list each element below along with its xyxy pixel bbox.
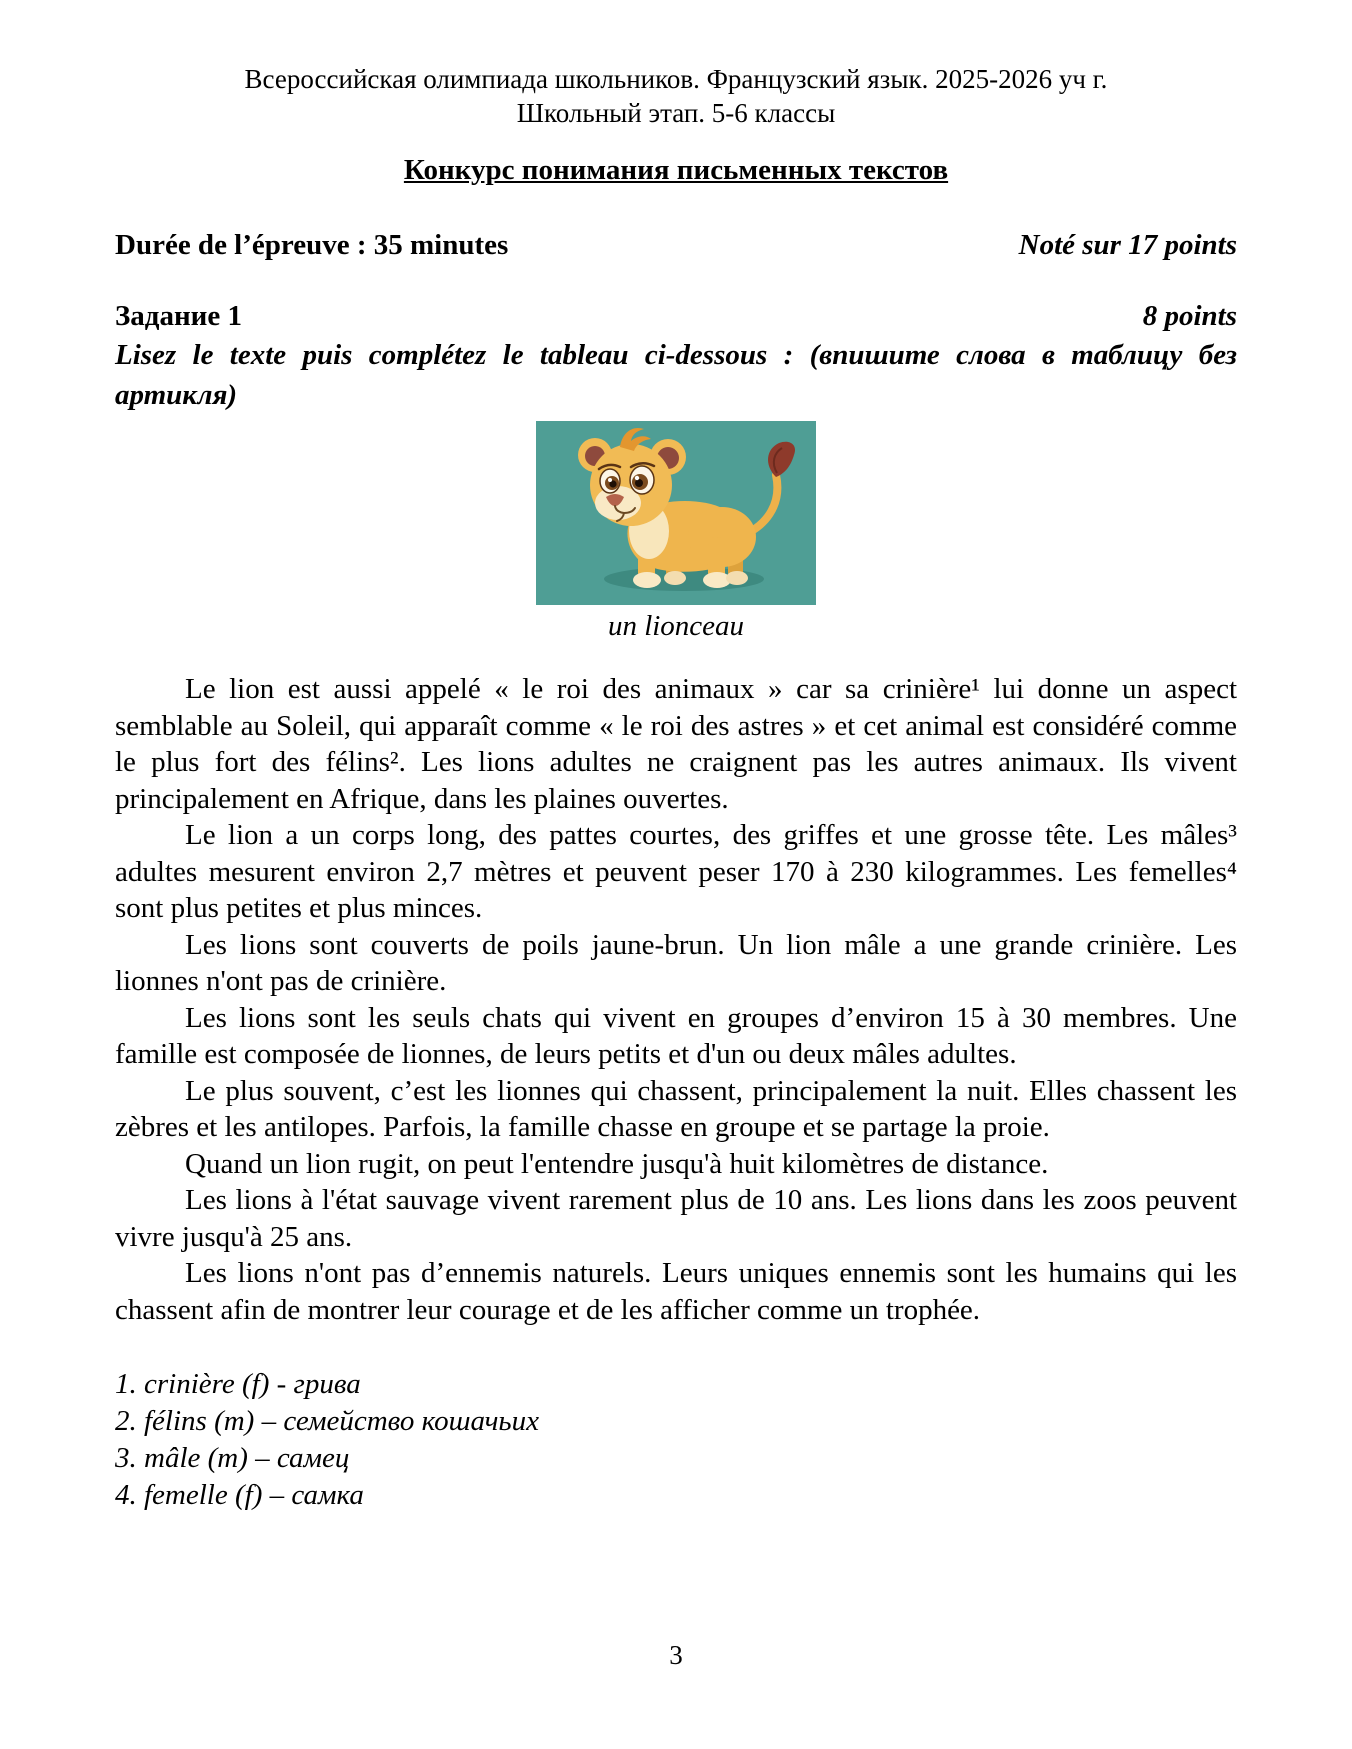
lion-cub-illustration (536, 421, 816, 605)
page-title: Конкурс понимания письменных текстов (403, 154, 949, 186)
page-number: 3 (669, 1640, 683, 1670)
footnotes (115, 1366, 1237, 1514)
task-points: 8 points (1142, 300, 1237, 332)
lion-figure (115, 421, 1237, 643)
image-caption: un lionceau (607, 610, 745, 642)
task-label: Задание 1 (115, 300, 243, 332)
paragraph-5: Le plus souvent, c’est les lionnes qui chassent, principalement la nuit. Elles chassent les zèbres et les antilopes. Parfois, la famille chasse en groupe et se partage la proie. (115, 1074, 1237, 1143)
paragraph-3: Les lions sont couverts de poils jaune-brun. Un lion mâle a une grande crinière. Les lionnes n'ont pas de crinière. (115, 928, 1237, 997)
duration-label: Durée de l’épreuve : 35 minutes (115, 229, 509, 261)
footnote-2: 2. félins (m) – семейство кошачьих (115, 1405, 539, 1437)
paragraph-8: Les lions n'ont pas d’ennemis naturels. Leurs uniques ennemis sont les humains qui les chassent afin de montrer leur courage et de les afficher comme un trophée. (115, 1257, 1237, 1326)
paragraph-6: Quand un lion rugit, on peut l'entendre jusqu'à huit kilomètres de distance. (185, 1147, 1049, 1180)
footnote-1: 1. crinière (f) - грива (115, 1368, 361, 1400)
footnote-3: 3. mâle (m) – самец (115, 1442, 350, 1474)
reading-text (115, 671, 1237, 1328)
task-row (115, 300, 1237, 333)
paragraph-4: Les lions sont les seuls chats qui vivent en groupes d’environ 15 à 30 membres. Une famille est composée de lionnes, de leurs petits et d'un ou deux mâles adultes. (115, 1001, 1237, 1070)
paragraph-1: Le lion est aussi appelé « le roi des animaux » car sa crinière¹ lui donne un aspect semblable au Soleil, qui apparaît comme « le roi des astres » et cet animal est considéré comme le plus fort des félins². Les lions adultes ne craignent pas les autres animaux. Ils vivent principalement en Afrique, dans les plaines ouvertes. (115, 673, 1237, 815)
header-line-2: Школьный этап. 5-6 классы (516, 98, 836, 128)
document-header (115, 62, 1237, 130)
paragraph-2: Le lion a un corps long, des pattes courtes, des griffes et une grosse tête. Les mâles³ adultes mesurent environ 2,7 mètres et peuvent peser 170 à 230 kilogrammes. Les femelles⁴ sont plus petites et plus minces. (115, 819, 1237, 924)
meta-row (115, 229, 1237, 262)
footnote-4: 4. femelle (f) – самка (115, 1479, 364, 1511)
task-instruction: Lisez le texte puis complétez le tableau ci-dessous : (впишите слова в таблицу без артикля) (115, 339, 1237, 411)
header-line-1: Всероссийская олимпиада школьников. Французский язык. 2025-2026 уч г. (244, 64, 1108, 94)
score-label: Noté sur 17 points (1018, 229, 1237, 261)
paragraph-7: Les lions à l'état sauvage vivent rarement plus de 10 ans. Les lions dans les zoos peuvent vivre jusqu'à 25 ans. (115, 1184, 1237, 1253)
